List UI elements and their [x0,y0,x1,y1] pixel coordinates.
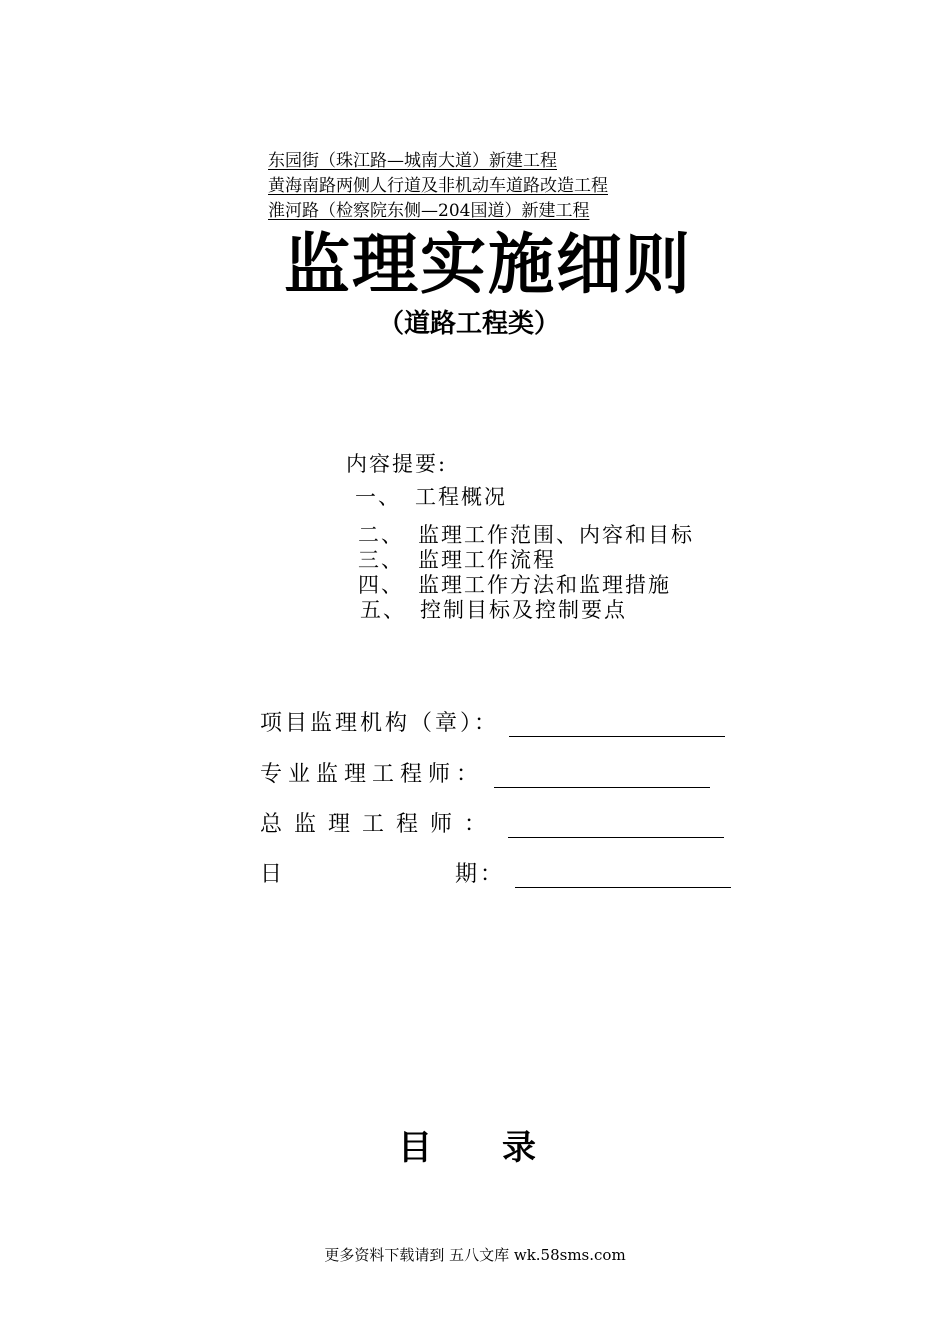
toc-item [358,572,671,598]
toc-item-text: 监理工作流程 [418,548,556,572]
toc-item-number: 五、 [360,598,406,622]
project-title-1: 东园街（珠江路—城南大道）新建工程 [268,151,557,171]
toc-item [355,484,507,510]
catalog-right: 录 [502,1128,536,1168]
project-title-3: 淮河路（检察院东侧—204国道）新建工程 [268,201,590,221]
date-line[interactable] [515,865,731,888]
catalog-left: 目 [398,1128,432,1168]
chief-signature-line[interactable] [508,815,724,838]
footer-note: 更多资料下载请到 五八文库 wk.58sms.com [324,1246,626,1264]
specialist-signature-line[interactable] [494,765,710,788]
toc-item-text: 监理工作方法和监理措施 [418,573,671,597]
toc-item-text: 监理工作范围、内容和目标 [418,523,694,547]
document-title: 监理实施细则 [284,226,692,303]
toc-item-number: 一、 [355,485,401,509]
chief-label: 总监理工程师： [260,812,499,837]
date-label-left: 日 [260,862,286,887]
date-label-right: 期： [455,862,506,887]
toc-item-text: 工程概况 [415,485,507,509]
toc-item-text: 控制目标及控制要点 [420,598,627,622]
toc-item-number: 三、 [358,548,404,572]
toc-item [358,522,694,548]
toc-item [360,597,627,623]
specialist-field [260,757,710,788]
date-field [260,857,731,888]
toc-heading: 内容提要: [346,452,448,476]
document-subtitle: （道路工程类） [378,309,561,339]
catalog-heading [398,1120,536,1169]
project-title-2: 黄海南路两侧人行道及非机动车道路改造工程 [268,176,608,196]
chief-field [260,807,724,838]
specialist-label: 专业监理工程师： [260,762,485,787]
org-field [260,706,725,737]
toc-item [358,547,556,573]
org-label: 项目监理机构（章）： [260,711,500,736]
org-signature-line[interactable] [509,714,725,737]
toc-item-number: 四、 [358,573,404,597]
toc-item-number: 二、 [358,523,404,547]
